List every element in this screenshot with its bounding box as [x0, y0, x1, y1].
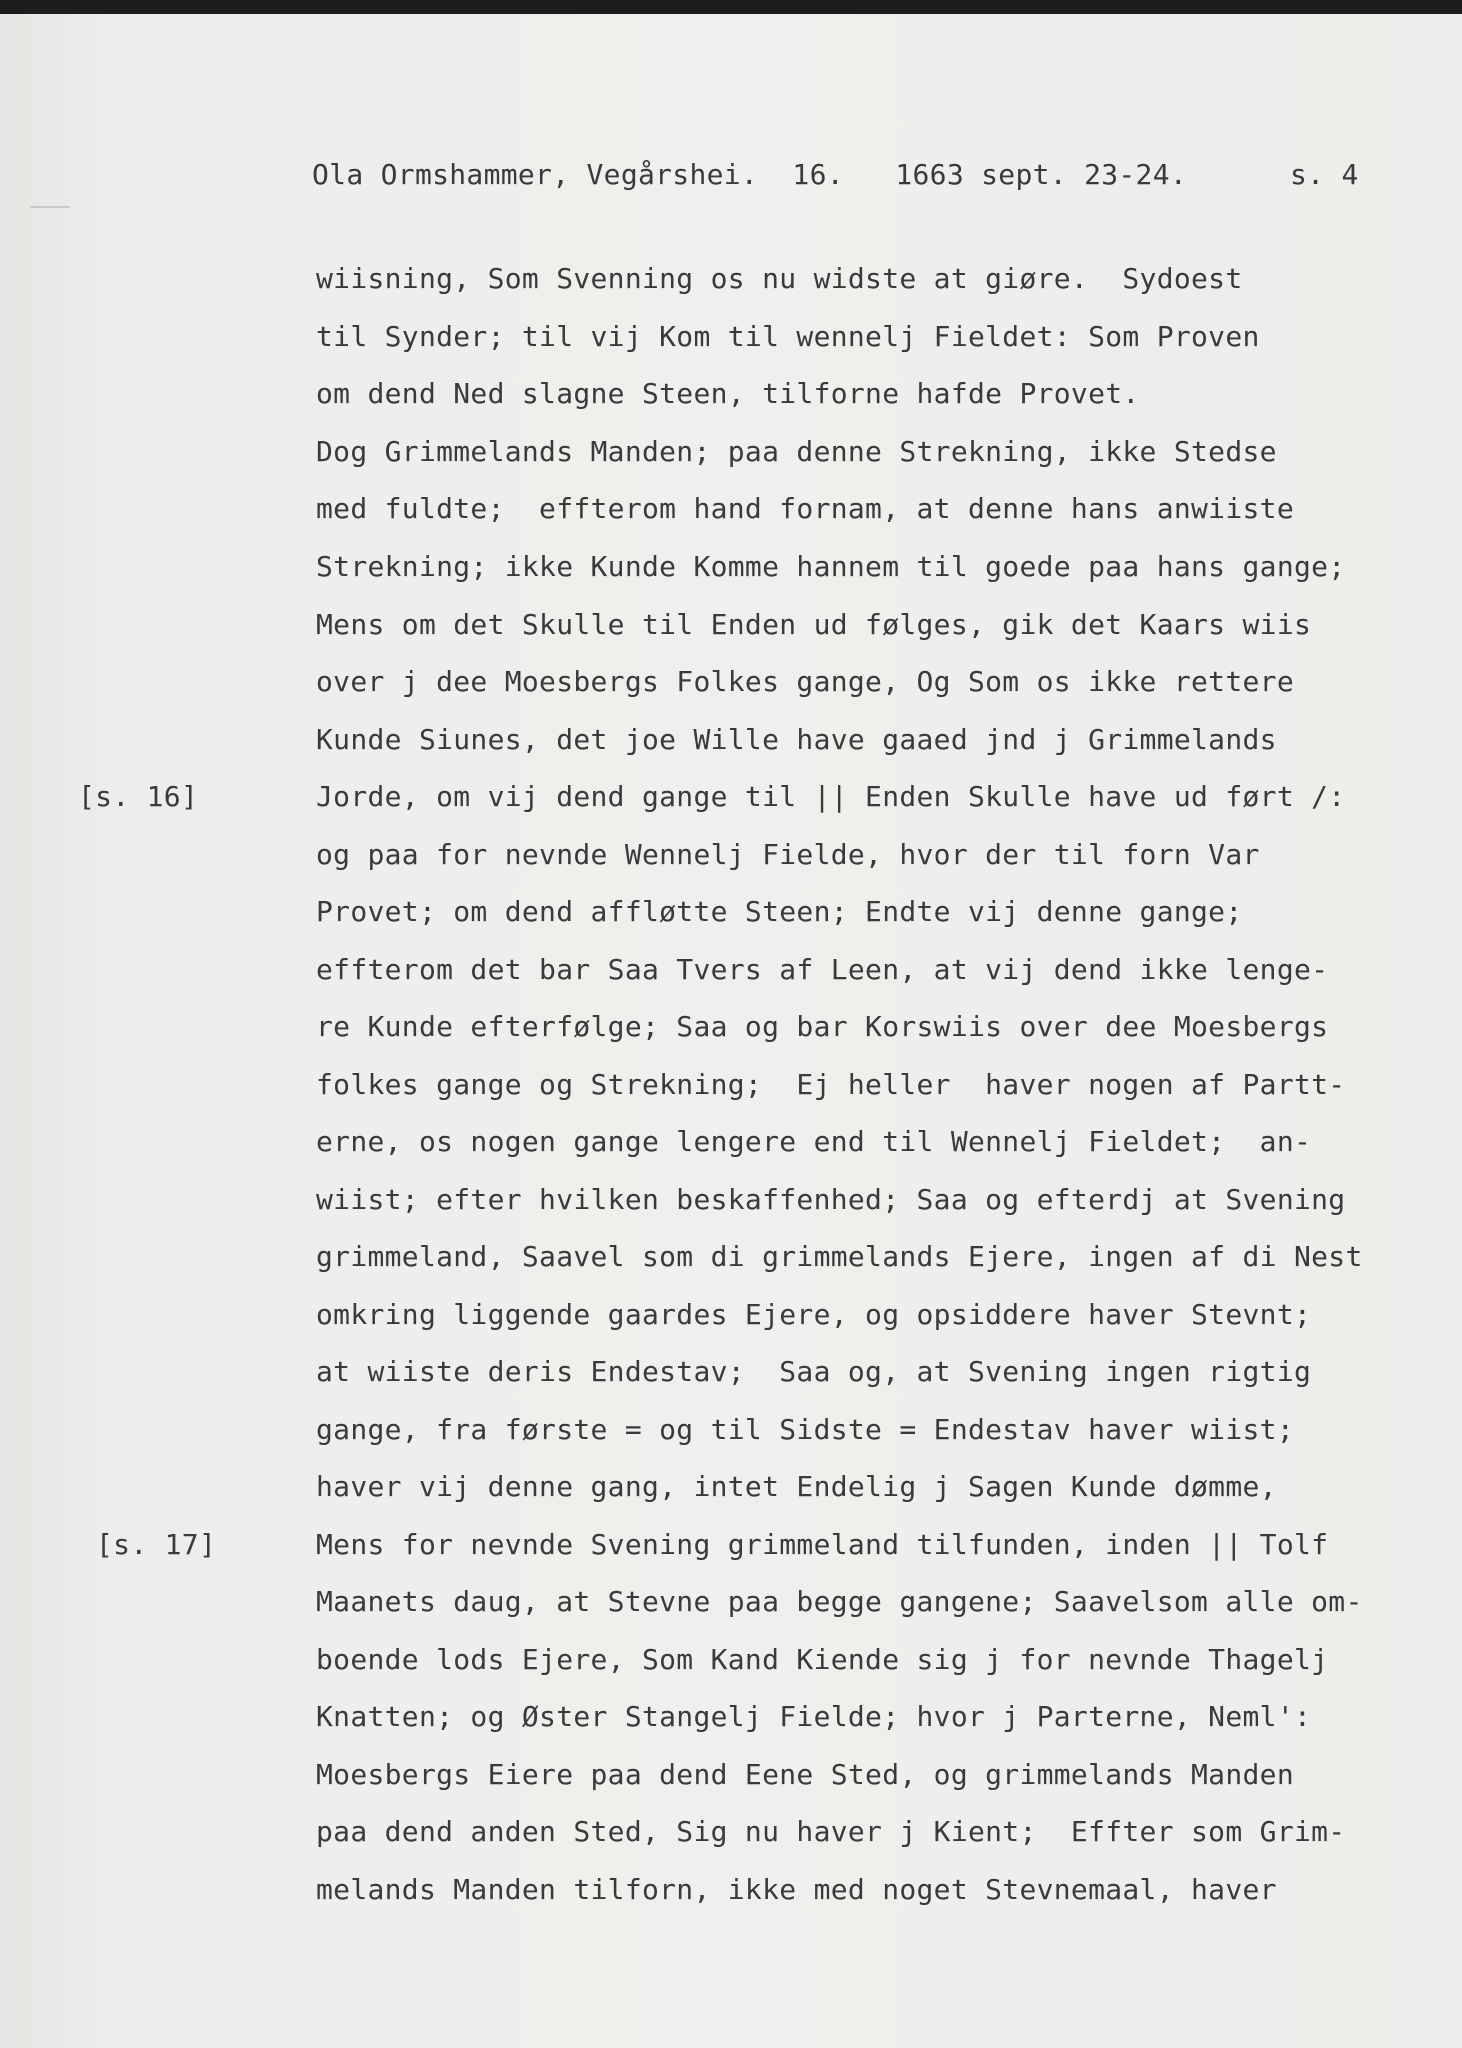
text-line: melands Manden tilforn, ikke med noget Stevnemaal, haver: [316, 1873, 1277, 1906]
text-line: Jorde, om vij dend gange til || Enden Skulle have ud ført /:: [316, 780, 1346, 813]
text-line: folkes gange og Strekning; Ej heller haver nogen af Partt-: [316, 1068, 1346, 1101]
scan-top-edge: [0, 0, 1462, 14]
text-line: omkring liggende gaardes Ejere, og opsiddere haver Stevnt;: [316, 1298, 1312, 1331]
text-line: at wiiste deris Endestav; Saa og, at Svening ingen rigtig: [316, 1355, 1312, 1388]
text-line: Dog Grimmelands Manden; paa denne Strekning, ikke Stedse: [316, 435, 1277, 468]
text-line: paa dend anden Sted, Sig nu haver j Kient; Effter som Grim-: [316, 1815, 1346, 1848]
text-line: med fuldte; effterom hand fornam, at denne hans anwiiste: [316, 492, 1294, 525]
text-line: Mens for nevnde Svening grimmeland tilfunden, inden || Tolf: [316, 1528, 1329, 1561]
text-line: Mens om det Skulle til Enden ud følges, gik det Kaars wiis: [316, 608, 1312, 641]
text-line: gange, fra første = og til Sidste = Endestav haver wiist;: [316, 1413, 1294, 1446]
text-line: wiist; efter hvilken beskaffenhed; Saa og efterdj at Svening: [316, 1183, 1346, 1216]
margin-page-note: [s. 17]: [96, 1528, 217, 1561]
text-line: og paa for nevnde Wennelj Fielde, hvor der til forn Var: [316, 838, 1260, 871]
text-line: til Synder; til vij Kom til wennelj Fieldet: Som Proven: [316, 320, 1260, 353]
faint-mark: [30, 206, 70, 208]
text-line: Maanets daug, at Stevne paa begge gangene; Saavelsom alle om-: [316, 1585, 1363, 1618]
text-line: re Kunde efterfølge; Saa og bar Korswiis over dee Moesbergs: [316, 1010, 1329, 1043]
text-line: grimmeland, Saavel som di grimmelands Ejere, ingen af di Nest: [316, 1240, 1363, 1273]
margin-page-note: [s. 16]: [78, 780, 199, 813]
text-line: Moesbergs Eiere paa dend Eene Sted, og grimmelands Manden: [316, 1758, 1294, 1791]
text-line: effterom det bar Saa Tvers af Leen, at vij dend ikke lenge-: [316, 953, 1329, 986]
text-line: om dend Ned slagne Steen, tilforne hafde Provet.: [316, 377, 1140, 410]
text-line: erne, os nogen gange lengere end til Wennelj Fieldet; an-: [316, 1125, 1312, 1158]
text-line: boende lods Ejere, Som Kand Kiende sig j for nevnde Thagelj: [316, 1643, 1329, 1676]
text-line: Knatten; og Øster Stangelj Fielde; hvor j Parterne, Neml':: [316, 1700, 1312, 1733]
document-header: Ola Ormshammer, Vegårshei. 16. 1663 sept. 23-24. s. 4: [312, 158, 1359, 191]
text-line: wiisning, Som Svenning os nu widste at giøre. Sydoest: [316, 262, 1243, 295]
text-line: over j dee Moesbergs Folkes gange, Og Som os ikke rettere: [316, 665, 1294, 698]
text-line: haver vij denne gang, intet Endelig j Sagen Kunde dømme,: [316, 1470, 1277, 1503]
text-line: Kunde Siunes, det joe Wille have gaaed jnd j Grimmelands: [316, 723, 1277, 756]
text-line: Provet; om dend affløtte Steen; Endte vij denne gange;: [316, 895, 1243, 928]
text-line: Strekning; ikke Kunde Komme hannem til goede paa hans gange;: [316, 550, 1346, 583]
